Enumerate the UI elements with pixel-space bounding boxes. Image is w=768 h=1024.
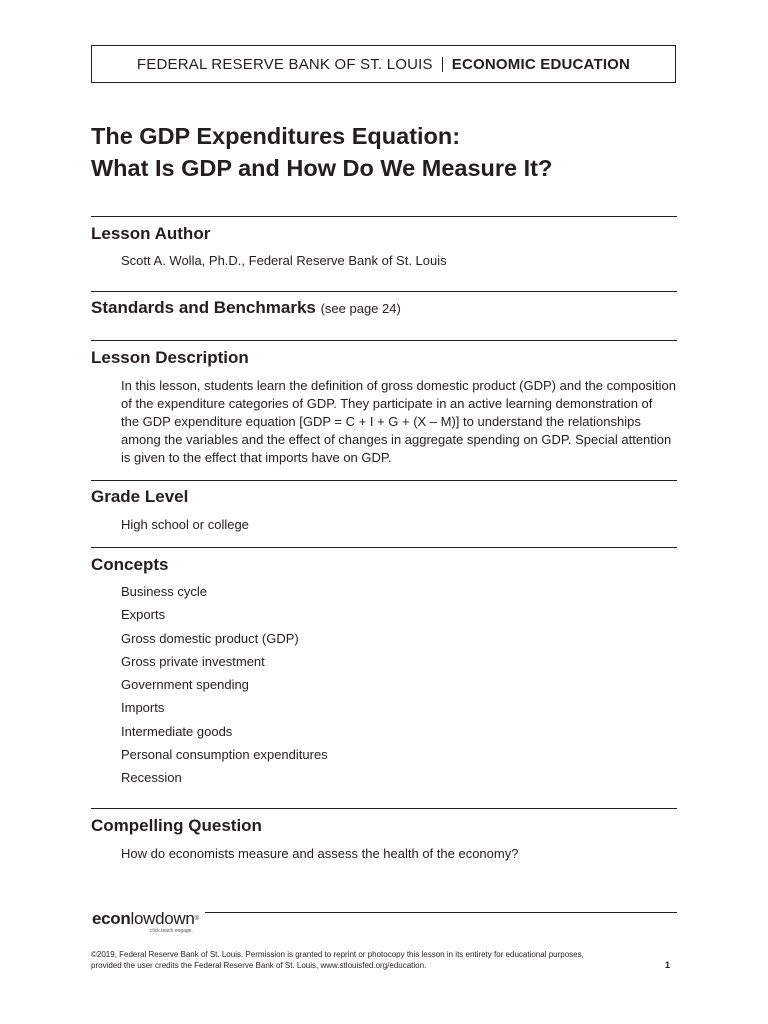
- section-divider: [91, 547, 677, 548]
- section-divider: [91, 291, 677, 292]
- description-line: of the expenditure categories of GDP. They participate in an active learning demonstration of: [121, 396, 653, 411]
- lesson-author-text: Scott A. Wolla, Ph.D., Federal Reserve Bank of St. Louis: [121, 253, 447, 268]
- section-divider: [91, 480, 677, 481]
- page-number: 1: [665, 960, 671, 970]
- title-line-2: What Is GDP and How Do We Measure It?: [91, 155, 553, 181]
- header-organization: FEDERAL RESERVE BANK OF ST. LOUIS: [136, 55, 433, 73]
- list-item: Recession: [121, 770, 182, 786]
- header-separator: [442, 57, 443, 72]
- compelling-question-text: How do economists measure and assess the health of the economy?: [121, 846, 519, 861]
- title-line-1: The GDP Expenditures Equation:: [91, 123, 461, 149]
- page-title: [91, 120, 691, 184]
- header-banner: [91, 45, 676, 83]
- description-line: In this lesson, students learn the definition of gross domestic product (GDP) and the composition: [121, 378, 676, 393]
- header-department: ECONOMIC EDUCATION: [451, 55, 631, 73]
- list-item: Government spending: [121, 677, 249, 693]
- lesson-description-text: [121, 377, 677, 467]
- compelling-question-heading: Compelling Question: [91, 816, 262, 835]
- grade-level-heading: Grade Level: [91, 487, 189, 506]
- list-item: Gross domestic product (GDP): [121, 630, 299, 646]
- section-divider: [91, 340, 677, 341]
- list-item: Personal consumption expenditures: [121, 747, 328, 763]
- section-divider: [91, 216, 677, 217]
- lesson-author-heading: Lesson Author: [91, 224, 211, 243]
- concepts-heading: Concepts: [91, 555, 169, 574]
- logo-regular-part: lowdown: [130, 909, 195, 928]
- standards-heading: [91, 298, 401, 318]
- logo-trademark: ®: [194, 916, 199, 922]
- section-divider: [91, 808, 677, 809]
- copyright-line: provided the user credits the Federal Reserve Bank of St. Louis, www.stlouisfed.org/education.: [91, 961, 427, 970]
- lesson-description-heading: Lesson Description: [91, 348, 249, 367]
- list-item: Business cycle: [121, 584, 207, 599]
- concepts-list: [121, 583, 328, 793]
- copyright-line: ©2019, Federal Reserve Bank of St. Louis. Permission is granted to reprint or photocopy this lesson in its entirety for educational purposes,: [91, 950, 584, 959]
- standards-page-note: (see page 24): [320, 301, 401, 316]
- footer-divider: [205, 912, 677, 913]
- list-item: Intermediate goods: [121, 723, 233, 739]
- copyright-notice: [91, 949, 631, 971]
- description-line: is given to the effect that imports have on GDP.: [121, 450, 392, 465]
- grade-level-text: High school or college: [121, 517, 249, 532]
- logo-tagline: click.teach.engage.: [150, 928, 193, 934]
- econlowdown-logo: [92, 910, 199, 935]
- description-line: among the variables and the effect of changes in aggregate spending on GDP. Special attention: [121, 432, 672, 447]
- list-item: Imports: [121, 700, 165, 716]
- list-item: Exports: [121, 607, 166, 623]
- standards-heading-text: Standards and Benchmarks: [91, 298, 316, 317]
- logo-bold-part: econ: [92, 909, 131, 928]
- description-line: the GDP expenditure equation [GDP = C + I + G + (X – M)] to understand the relationships: [121, 414, 641, 429]
- list-item: Gross private investment: [121, 653, 265, 669]
